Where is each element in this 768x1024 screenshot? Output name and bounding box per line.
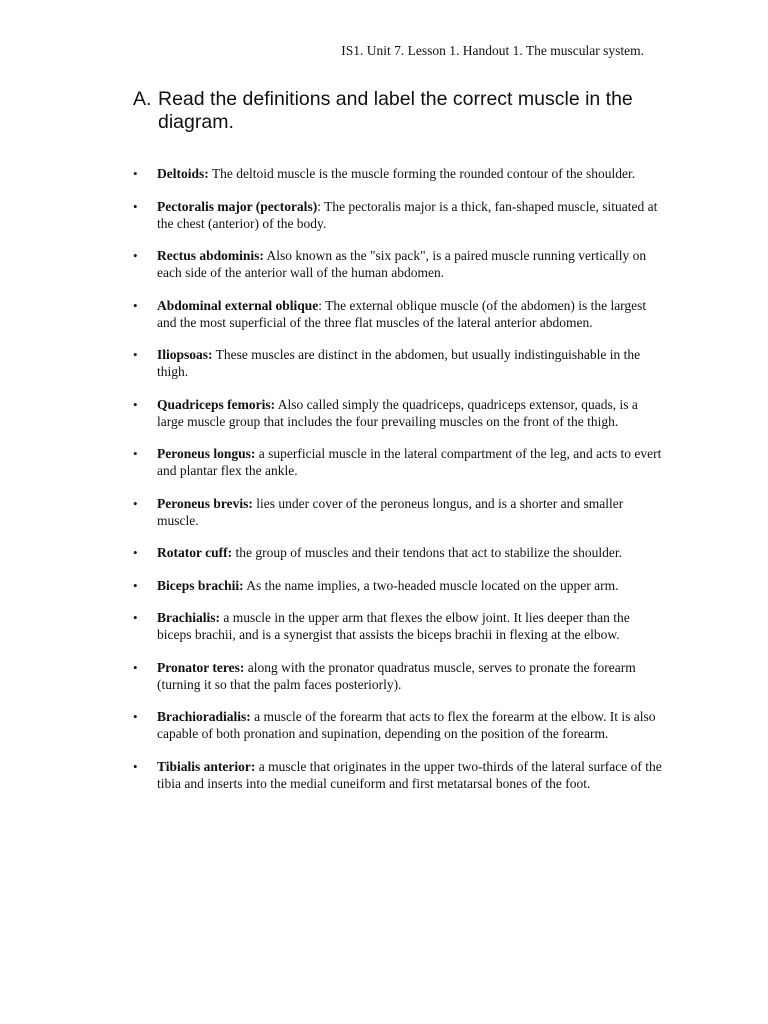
term-definition: Also called simply the quadriceps, quadriceps extensor, quads, is a large muscle group that includes the four prevailing muscles on the front of the thigh.	[157, 396, 638, 429]
list-item	[133, 396, 663, 430]
term-name: Quadriceps femoris:	[157, 396, 276, 412]
bullet-icon: •	[133, 545, 138, 560]
bullet-icon: •	[133, 198, 138, 214]
section-letter: A.	[133, 88, 152, 110]
list-item	[133, 495, 663, 529]
term-name: Pectoralis major (pectorals)	[157, 198, 318, 214]
bullet-icon: •	[133, 166, 138, 181]
list-item	[133, 544, 663, 561]
term-definition: As the name implies, a two-headed muscle located on the upper arm.	[243, 577, 619, 593]
list-item	[133, 758, 663, 792]
term-definition: a superficial muscle in the lateral compartment of the leg, and acts to evert and plantar flex the ankle.	[157, 446, 662, 478]
term-name: Peroneus brevis:	[157, 495, 253, 511]
definitions-list	[133, 165, 663, 807]
bullet-icon: •	[133, 396, 138, 412]
term-name: Deltoids:	[157, 166, 209, 181]
term-definition: The deltoid muscle is the muscle forming the rounded contour of the shoulder.	[208, 166, 636, 181]
term-name: Tibialis anterior:	[157, 758, 256, 774]
bullet-icon: •	[133, 758, 138, 774]
list-item	[133, 445, 663, 479]
bullet-icon: •	[133, 577, 138, 593]
term-name: Brachialis:	[157, 610, 220, 625]
term-definition: Also known as the "six pack", is a paired muscle running vertically on each side of the anterior wall of the human abdomen.	[157, 248, 647, 280]
list-item	[133, 708, 663, 742]
term-definition: the group of muscles and their tendons that act to stabilize the shoulder.	[232, 545, 623, 560]
list-item	[133, 165, 663, 182]
running-header: IS1. Unit 7. Lesson 1. Handout 1. The muscular system.	[341, 43, 644, 58]
term-definition: lies under cover of the peroneus longus, and is a shorter and smaller muscle.	[157, 495, 624, 528]
list-item	[133, 297, 663, 331]
bullet-icon: •	[133, 495, 138, 511]
term-definition: a muscle of the forearm that acts to flex the forearm at the elbow. It is also capable of both pronation and supination, depending on the position of the forearm.	[157, 709, 656, 741]
term-name: Brachioradialis:	[157, 709, 251, 724]
term-definition: a muscle that originates in the upper two-thirds of the lateral surface of the tibia and inserts into the medial cuneiform and first metatarsal bones of the foot.	[157, 758, 662, 791]
bullet-icon: •	[133, 610, 138, 625]
list-item	[133, 659, 663, 693]
list-item	[133, 198, 663, 232]
term-name: Pronator teres:	[157, 659, 245, 675]
bullet-icon: •	[133, 248, 138, 263]
bullet-icon: •	[133, 709, 138, 724]
term-name: Peroneus longus:	[157, 446, 256, 461]
term-definition: : The pectoralis major is a thick, fan-shaped muscle, situated at the chest (anterior) of the body.	[157, 198, 658, 231]
bullet-icon: •	[133, 446, 138, 461]
bullet-icon: •	[133, 659, 138, 675]
list-item	[133, 609, 663, 643]
term-name: Rectus abdominis:	[157, 248, 264, 263]
term-name: Iliopsoas:	[157, 347, 213, 362]
list-item	[133, 247, 663, 281]
term-name: Biceps brachii:	[157, 577, 244, 593]
list-item	[133, 577, 663, 594]
section-instruction: Read the definitions and label the correct muscle in the diagram.	[158, 88, 633, 133]
term-definition: a muscle in the upper arm that flexes the elbow joint. It lies deeper than the biceps brachii, and is a synergist that assists the biceps brachii in flexing at the elbow.	[157, 610, 630, 642]
bullet-icon: •	[133, 347, 138, 362]
term-name: Abdominal external oblique	[157, 297, 319, 313]
term-name: Rotator cuff:	[157, 545, 233, 560]
term-definition: along with the pronator quadratus muscle, serves to pronate the forearm (turning it so that the palm faces posteriorly).	[157, 659, 636, 692]
term-definition: These muscles are distinct in the abdomen, but usually indistinguishable in the thigh.	[157, 347, 641, 379]
list-item	[133, 346, 663, 380]
section-heading	[133, 88, 653, 134]
term-definition: : The external oblique muscle (of the abdomen) is the largest and the most superficial of the three flat muscles of the lateral anterior abdomen.	[157, 297, 647, 330]
bullet-icon: •	[133, 297, 138, 313]
